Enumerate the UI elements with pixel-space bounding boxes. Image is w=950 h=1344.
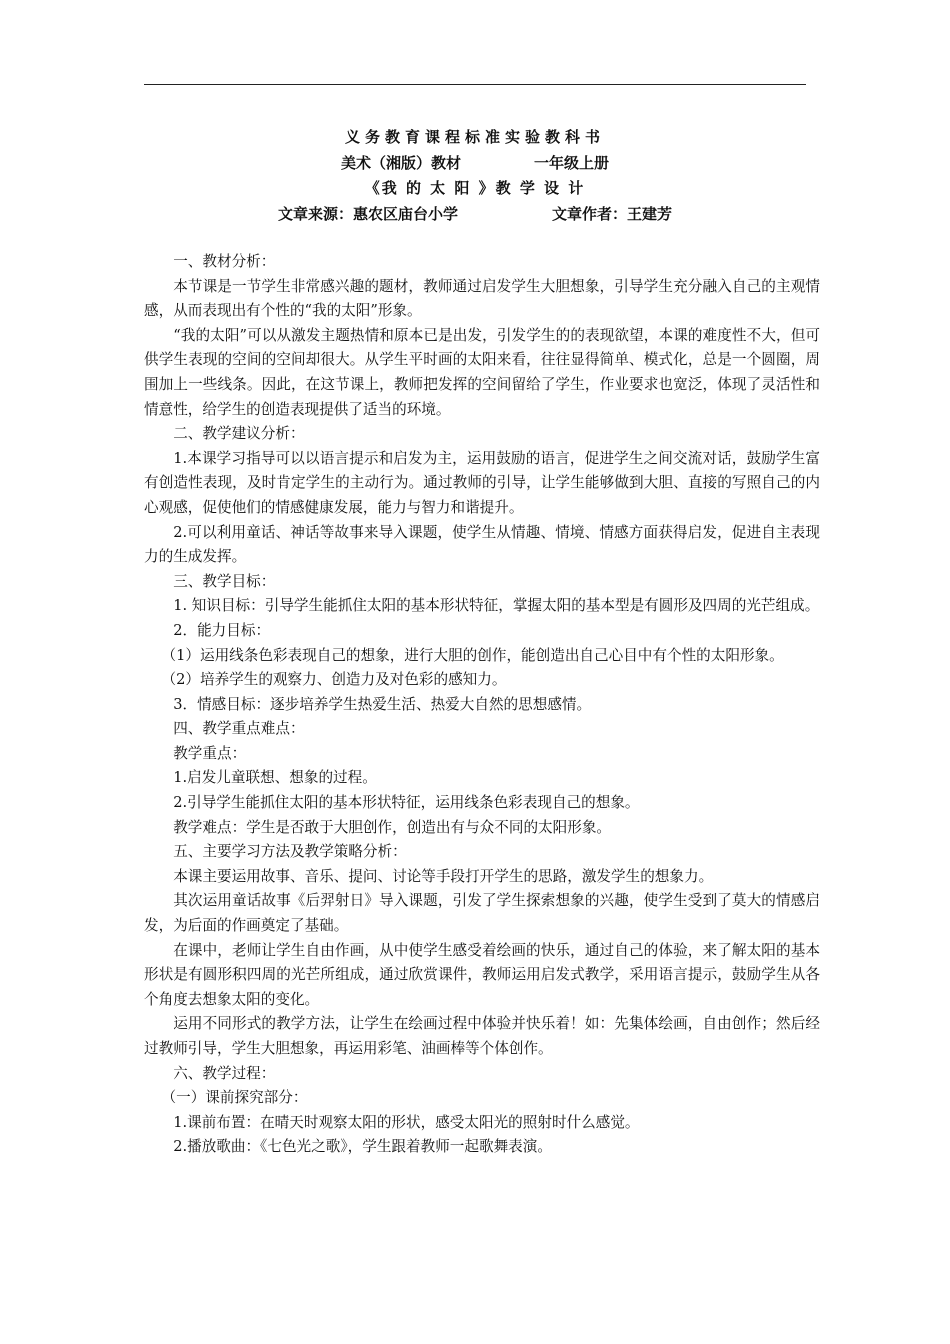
section-heading: 一、教材分析： <box>173 253 276 270</box>
textbook-edition-grade: 美术（湘版）教材 一年级上册 <box>340 154 610 172</box>
section-heading: 三、教学目标： <box>173 572 276 590</box>
paragraph: 1.启发儿童联想、想象的过程。 <box>173 769 377 787</box>
section-heading: 二、教学建议分析： <box>173 425 305 443</box>
paragraph: 2.可以利用童话、神话等故事来导入课题，使学生从情趣、情境、情感方面获得启发，促进自主表现力的生成发挥。 <box>144 523 820 566</box>
paragraph: 教学重点： <box>173 744 247 762</box>
paragraph: 本课主要运用故事、音乐、提问、讨论等手段打开学生的思路，激发学生的想象力。 <box>173 867 714 885</box>
article-source-author: 文章来源：惠农区庙台小学 文章作者：王建芳 <box>277 205 672 223</box>
section-heading: 六、教学过程： <box>173 1064 276 1082</box>
paragraph: 运用不同形式的教学方法，让学生在绘画过程中体验并快乐着！如：先集体绘画，自由创作；然后经过教师引导，学生大胆想象，再运用彩笔、油画棒等个体创作。 <box>144 1015 820 1057</box>
section-heading: 五、主要学习方法及教学策略分析： <box>173 843 407 861</box>
header-rule <box>144 84 806 85</box>
paragraph: 1. 知识目标：引导学生能抓住太阳的基本形状特征，掌握太阳的基本型是有圆形及四周的光芒组成。 <box>173 597 820 615</box>
paragraph: 1.本课学习指导可以以语言提示和启发为主，运用鼓励的语言，促进学生之间交流对话，鼓励学生富有创造性表现，及时肯定学生的主动行为。通过教师的引导，让学生能够做到大胆、直接的写照自己的内心观感，促使他们的情感健康发展，能力与智力和谐提升。 <box>144 449 820 516</box>
section-heading: 四、教学重点难点： <box>173 720 305 738</box>
paragraph: 在课中，老师让学生自由作画，从中使学生感受着绘画的快乐，通过自己的体验，来了解太阳的基本形状是有圆形积四周的光芒所组成，通过欣赏课件，教师运用启发式教学，采用语言提示，鼓励学生从各个角度去想象太阳的变化。 <box>144 941 820 1008</box>
paragraph: 2.引导学生能抓住太阳的基本形状特征，运用线条色彩表现自己的想象。 <box>173 794 640 812</box>
paragraph: （2）培养学生的观察力、创造力及对色彩的感知力。 <box>161 671 507 689</box>
paragraph: 本节课是一节学生非常感兴趣的题材，教师通过启发学生大胆想象，引导学生充分融入自己的主观情感，从而表现出有个性的“我的太阳”形象。 <box>144 277 820 320</box>
textbook-series-title: 义务教育课程标准实验教科书 <box>344 128 605 146</box>
paragraph: （一）课前探究部分： <box>161 1089 308 1107</box>
paragraph: （1）运用线条色彩表现自己的想象，进行大胆的创作，能创造出自己心目中有个性的太阳形象。 <box>161 646 784 664</box>
lesson-title: 《我 的 太 阳 》教 学 设 计 <box>364 179 586 197</box>
paragraph: 2.播放歌曲：《七色光之歌》，学生跟着教师一起歌舞表演。 <box>173 1138 552 1156</box>
paragraph: 其次运用童话故事《后羿射日》导入课题，引发了学生探索想象的兴趣，使学生受到了莫大的情感启发，为后面的作画奠定了基础。 <box>144 892 820 935</box>
document-body <box>144 250 820 1160</box>
paragraph: “我的太阳”可以从激发主题热情和原本已是出发，引发学生的的表现欲望，本课的难度性不大，但可供学生表现的空间的空间却很大。从学生平时画的太阳来看，往往显得简单、模式化，总是一个圆圈，周围加上一些线条。因此，在这节课上，教师把发挥的空间留给了学生，作业要求也宽泛，体现了灵活性和情意性，给学生的创造表现提供了适当的环境。 <box>144 326 820 418</box>
paragraph: 1.课前布置：在晴天时观察太阳的形状，感受太阳光的照射时什么感觉。 <box>173 1113 640 1131</box>
paragraph: 3．情感目标：逐步培养学生热爱生活、热爱大自然的思想感情。 <box>173 695 592 713</box>
paragraph: 教学难点：学生是否敢于大胆创作，创造出有与众不同的太阳形象。 <box>173 818 612 836</box>
paragraph: 2．能力目标： <box>173 621 271 639</box>
